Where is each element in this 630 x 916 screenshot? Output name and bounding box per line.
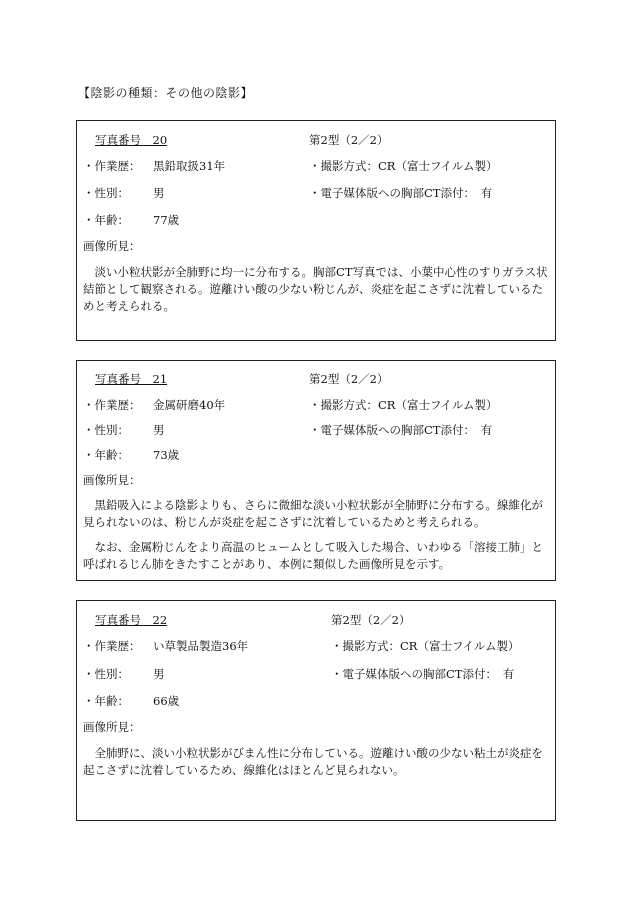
age-value: 77歳	[153, 213, 180, 227]
sex-label: ・性別：	[83, 667, 129, 681]
findings-paragraph-1: 全肺野に、淡い小粒状影がびまん性に分布している。遊離けい酸の少ない粘土が炎症を起こさずに沈着しているため、線維化はほとんど見られない。	[83, 746, 543, 777]
sex-value: 男	[153, 186, 165, 200]
imaging-method: ・撮影方式：CR（富士フイルム製）	[331, 639, 520, 653]
job-value: 黒鉛取扱31年	[153, 159, 226, 173]
job-value: 金属研磨40年	[153, 398, 226, 412]
imaging-method: ・撮影方式：CR（富士フイルム製）	[309, 398, 498, 412]
type-classification: 第2型（2／2）	[309, 372, 389, 386]
job-value: い草製品製造36年	[153, 639, 249, 653]
photo-number: 写真番号 22	[95, 613, 168, 627]
sex-label: ・性別：	[83, 423, 129, 437]
age-value: 66歳	[153, 694, 180, 708]
age-value: 73歳	[153, 448, 180, 462]
job-label: ・作業歴：	[83, 639, 141, 653]
ct-attachment: ・電子媒体版への胸部CT添付： 有	[331, 667, 515, 681]
imaging-method: ・撮影方式：CR（富士フイルム製）	[309, 159, 498, 173]
job-label: ・作業歴：	[83, 159, 141, 173]
findings-paragraph-2: なお、金属粉じんをより高温のヒュームとして吸入した場合、いわゆる「溶接工肺」と呼ばれるじん肺をきたすことがあり、本例に類似した画像所見を示す。	[83, 540, 543, 571]
ct-attachment: ・電子媒体版への胸部CT添付： 有	[309, 423, 493, 437]
case-card-20	[76, 120, 556, 341]
photo-number: 写真番号 20	[95, 133, 168, 147]
sex-value: 男	[153, 667, 165, 681]
sex-label: ・性別：	[83, 186, 129, 200]
case-card-22	[76, 600, 556, 821]
case-card-21	[76, 360, 556, 581]
findings-label: 画像所見：	[83, 239, 141, 253]
findings-paragraph-1: 黒鉛吸入による陰影よりも、さらに微細な淡い小粒状影が全肺野に分布する。線維化が見られないのは、粉じんが炎症を起こさずに沈着しているためと考えられる。	[83, 498, 543, 529]
section-title: 【陰影の種類：その他の陰影】	[78, 86, 254, 100]
type-classification: 第2型（2／2）	[309, 133, 389, 147]
job-label: ・作業歴：	[83, 398, 141, 412]
findings-label: 画像所見：	[83, 720, 141, 734]
findings-label: 画像所見：	[83, 473, 141, 487]
ct-attachment: ・電子媒体版への胸部CT添付： 有	[309, 186, 493, 200]
findings-paragraph-1: 淡い小粒状影が全肺野に均一に分布する。胸部CT写真では、小葉中心性のすりガラス状結節として観察される。遊離けい酸の少ない粉じんが、炎症を起こさずに沈着しているためと考えられる。	[83, 265, 548, 313]
type-classification: 第2型（2／2）	[331, 613, 411, 627]
photo-number: 写真番号 21	[95, 372, 168, 386]
age-label: ・年齢：	[83, 213, 129, 227]
age-label: ・年齢：	[83, 448, 129, 462]
sex-value: 男	[153, 423, 165, 437]
age-label: ・年齢：	[83, 694, 129, 708]
